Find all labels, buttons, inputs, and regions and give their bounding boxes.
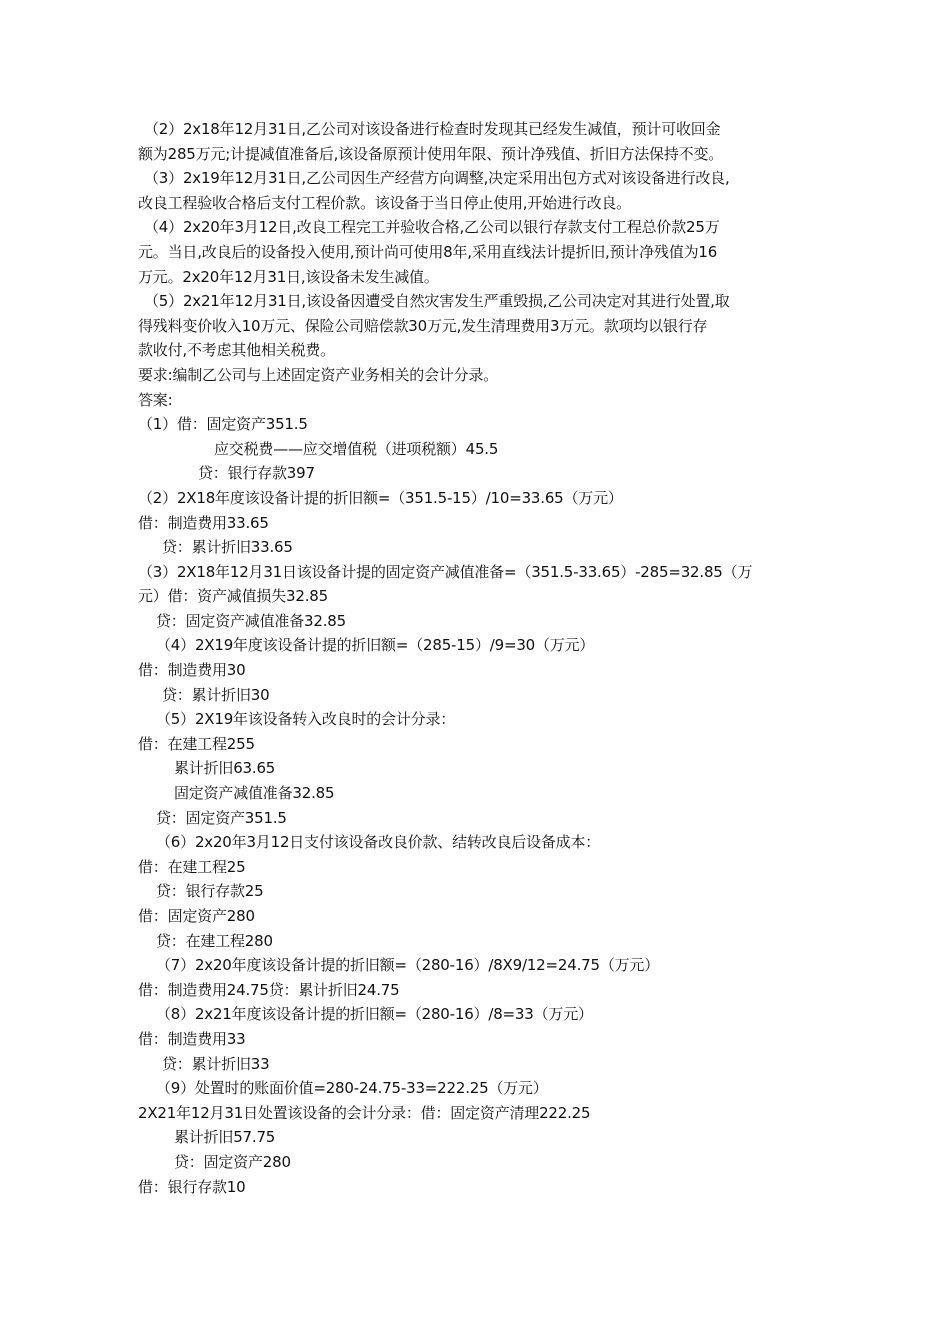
text-line: （1）借：固定资产351.5 [138,415,308,434]
text-line: 贷：在建工程280 [156,931,273,950]
text-line: 借：制造费用30 [138,661,246,680]
text-line: 累计折旧63.65 [174,759,276,778]
text-line: 贷：累计折旧33 [162,1054,270,1073]
text-line: 借：银行存款10 [138,1177,246,1196]
text-line: 借：制造费用24.75贷：累计折旧24.75 [138,980,400,999]
document-body [138,117,810,1199]
text-line: 贷：固定资产减值准备32.85 [156,611,346,630]
text-line: 款收付,不考虑其他相关税费。 [138,341,335,360]
text-line: 万元。2x20年12月31日,该设备未发生减值。 [138,267,439,286]
text-line: 贷：固定资产351.5 [156,808,287,827]
text-line: 固定资产减值准备32.85 [174,784,335,803]
text-line: （3）2x19年12月31日,乙公司因生产经营方向调整,决定采用出包方式对该设备进行改良, [144,169,730,188]
text-line: （2）2x18年12月31日,乙公司对该设备进行检查时发现其已经发生减值，预计可收回金 [144,120,721,138]
text-line: 贷：银行存款25 [156,882,264,901]
text-line: （4）2x20年3月12日,改良工程完工并验收合格,乙公司以银行存款支付工程总价款25万 [144,218,720,237]
text-line: 额为285万元;计提减值准备后,该设备原预计使用年限、预计净残值、折旧方法保持不变。 [138,144,724,163]
text-line: （7）2x20年度该设备计提的折旧额=（280-16）/8X9/12=24.75（万元） [156,956,660,975]
text-line: 贷：固定资产280 [174,1152,291,1171]
text-line: （9）处置时的账面价值=280-24.75-33=222.25（万元） [156,1079,548,1098]
text-line: （5）2x21年12月31日,该设备因遭受自然灾害发生严重毁损,乙公司决定对其进行处置,取 [144,292,730,311]
text-line: 借：在建工程255 [138,734,255,753]
text-line: 改良工程验收合格后支付工程价款。该设备于当日停止使用,开始进行改良。 [138,193,631,212]
text-line: 要求:编制乙公司与上述固定资产业务相关的会计分录。 [138,365,499,384]
text-line: （3）2X18年12月31日该设备计提的固定资产减值准备=（351.5-33.65）-285=32.85（万 [138,562,753,581]
text-line: 元。当日,改良后的设备投入使用,预计尚可使用8年,采用直线法计提折旧,预计净残值为16 [138,242,718,261]
text-line: 贷：累计折旧30 [162,685,270,704]
text-line: （4）2X19年度该设备计提的折旧额=（285-15）/9=30（万元） [156,636,595,655]
text-line: 累计折旧57.75 [174,1128,276,1147]
text-line: 答案: [138,390,173,409]
text-line: （8）2x21年度该设备计提的折旧额=（280-16）/8=33（万元） [156,1005,593,1024]
text-line: 贷：累计折旧33.65 [162,538,293,557]
text-line: 借：固定资产280 [138,907,255,925]
text-line: 元）借：资产减值损失32.85 [138,587,328,606]
text-line: 贷：银行存款397 [198,464,315,483]
text-line: 借：制造费用33 [138,1029,246,1048]
text-line: 2X21年12月31日处置该设备的会计分录：借：固定资产清理222.25 [138,1103,591,1122]
text-line: 得残料变价收入10万元、保险公司赔偿款30万元,发生清理费用3万元。款项均以银行存 [138,316,708,335]
text-line: （6）2x20年3月12日支付该设备改良价款、结转改良后设备成本： [156,833,601,852]
text-line: 借：在建工程25 [138,857,246,876]
text-line: （5）2X19年该设备转入改良时的会计分录： [156,710,456,729]
text-line: 应交税费——应交增值税（进项税额）45.5 [214,439,499,458]
text-line: 借：制造费用33.65 [138,513,269,532]
text-line: （2）2X18年度该设备计提的折旧额=（351.5-15）/10=33.65（万元） [138,488,623,507]
